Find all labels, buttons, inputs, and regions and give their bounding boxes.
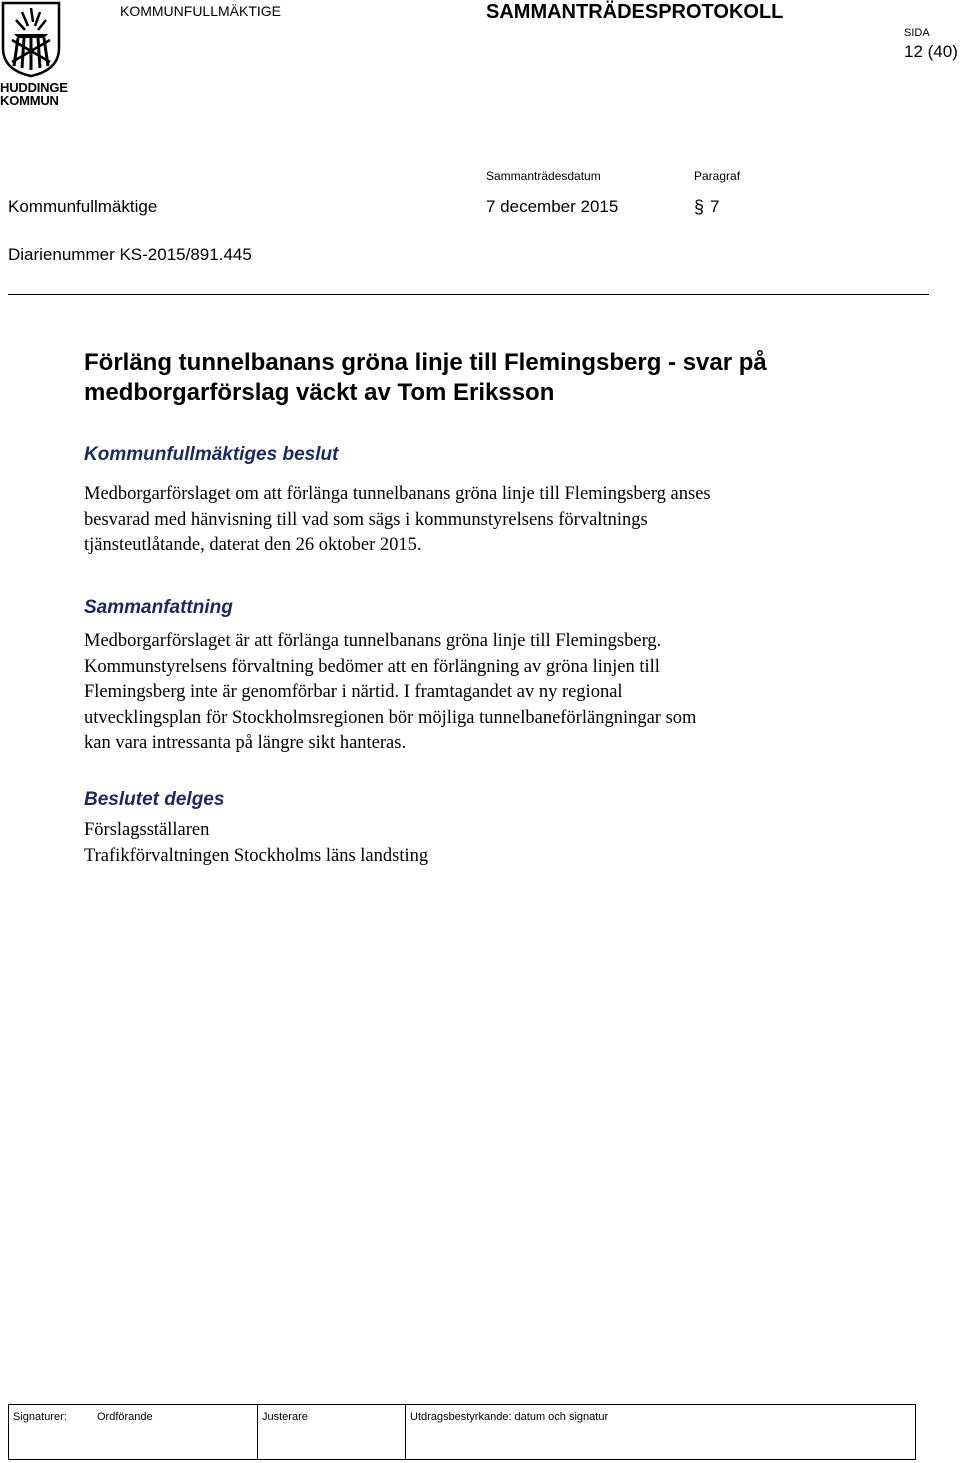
text-line: Förslagsställaren <box>84 820 210 840</box>
case-title-line2: medborgarförslag väckt av Tom Eriksson <box>84 379 555 406</box>
text-line: besvarad med hänvisning till vad som sägs i kommunstyrelsens förvaltnings <box>84 509 648 530</box>
paragraph-symbol: § <box>694 197 705 217</box>
page-label: SIDA <box>904 27 930 39</box>
paragraph-label: Paragraf <box>694 169 741 183</box>
text-line: Medborgarförslaget är att förlänga tunnelbanans gröna linje till Flemingsberg. <box>84 631 662 651</box>
case-title-line1: Förläng tunnelbanans gröna linje till Flemingsberg - svar på <box>84 349 767 376</box>
ordforande-label: Ordförande <box>97 1411 153 1423</box>
text-line: Trafikförvaltningen Stockholms läns landsting <box>84 845 429 866</box>
signature-table <box>8 1404 916 1460</box>
body-name: Kommunfullmäktige <box>8 197 158 216</box>
text-line: Flemingsberg inte är genomförbar i närtid. I framtagandet av ny regional <box>84 682 623 702</box>
signature-cell-label <box>9 1405 93 1459</box>
signature-cell-justerare <box>257 1405 405 1459</box>
coat-of-arms-icon <box>0 0 62 78</box>
logo-text-line2: KOMMUN <box>0 93 59 108</box>
text-line: utvecklingsplan för Stockholmsregionen bör möjliga tunnelbaneförlängningar som <box>84 707 697 728</box>
paragraph-number: 7 <box>710 197 720 216</box>
document-title: SAMMANTRÄDESPROTOKOLL <box>486 1 784 23</box>
text-line: Medborgarförslaget om att förlänga tunnelbanans gröna linje till Flemingsberg anses <box>84 484 711 504</box>
huddinge-logo <box>0 0 66 110</box>
signaturer-label: Signaturer: <box>13 1411 67 1423</box>
signature-cell-ordforande <box>93 1405 257 1459</box>
section-heading-beslut: Kommunfullmäktiges beslut <box>84 444 339 465</box>
meeting-date: 7 december 2015 <box>486 197 619 216</box>
page-number: 12 (40) <box>904 42 958 61</box>
text-line: tjänsteutlåtande, daterat den 26 oktober 2015. <box>84 535 422 555</box>
utdrag-label: Utdragsbestyrkande: datum och signatur <box>410 1411 609 1423</box>
text-line: Kommunstyrelsens förvaltning bedömer att en förlängning av gröna linjen till <box>84 656 660 677</box>
logo-text-line1: HUDDINGE <box>0 80 68 95</box>
justerare-label: Justerare <box>262 1411 308 1423</box>
diarienummer: Diarienummer KS-2015/891.445 <box>8 245 252 264</box>
case-title <box>84 348 884 408</box>
section-heading-delges: Beslutet delges <box>84 789 225 810</box>
section-body-beslut <box>84 482 844 559</box>
organization-label: KOMMUNFULLMÄKTIGE <box>120 3 282 19</box>
section-heading-sammanfattning: Sammanfattning <box>84 597 233 618</box>
section-body-delges <box>84 818 844 869</box>
signature-cell-utdrag <box>405 1405 915 1459</box>
header-divider <box>8 294 929 295</box>
section-body-sammanfattning <box>84 629 844 757</box>
text-line: kan vara intressanta på längre sikt hanteras. <box>84 733 407 753</box>
date-label: Sammanträdesdatum <box>486 169 601 183</box>
